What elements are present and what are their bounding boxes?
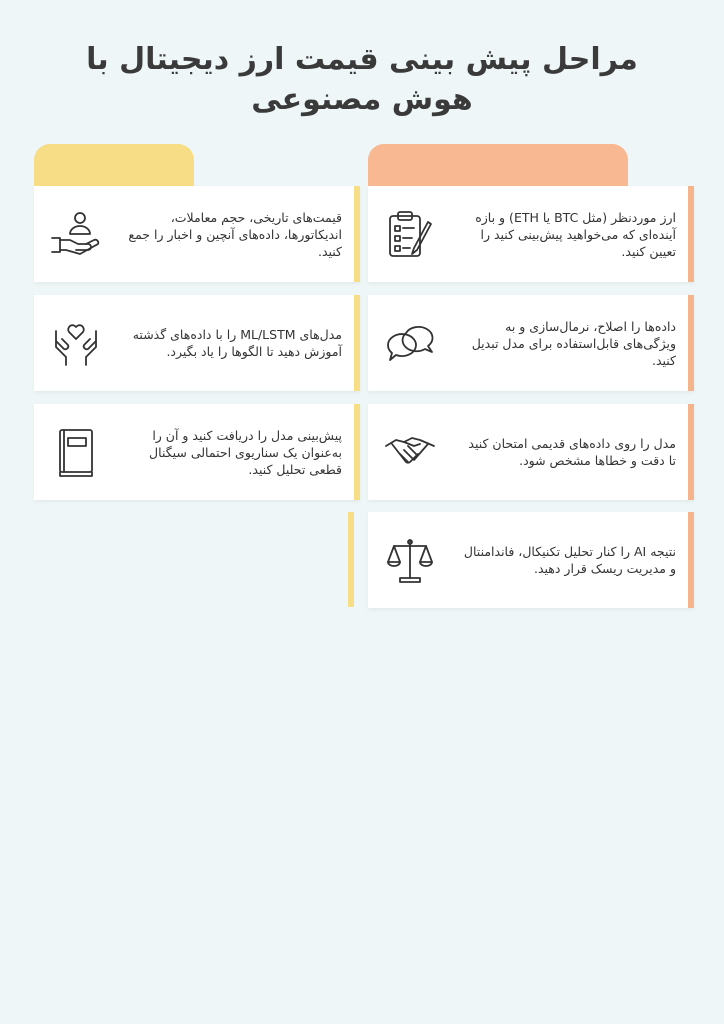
step-text: داده‌ها را اصلاح، نرمال‌سازی و به ویژگی‌های قابل‌استفاده برای مدل تبدیل کنید. <box>471 318 676 368</box>
step-text: نتیجه AI را کنار تحلیل تکنیکال، فاندامنتال و مدیریت ریسک قرار دهید. <box>463 544 676 576</box>
book-icon <box>48 422 104 482</box>
clipboard-checklist-icon <box>382 204 438 264</box>
step-card-right-4 <box>368 512 694 608</box>
hands-heart-icon <box>48 313 104 373</box>
step-text: مدل‌های ML/LSTM را با داده‌های گذشته آموزش دهید تا الگوها را یاد بگیرد. <box>132 327 342 359</box>
step-card-right-1 <box>368 186 694 282</box>
step-card-left-1 <box>34 186 360 282</box>
handshake-icon <box>382 422 438 482</box>
step-text: پیش‌بینی مدل را دریافت کنید و آن را به‌عنوان یک سناریوی احتمالی سیگنال قطعی تحلیل کنید. <box>149 427 342 477</box>
chat-bubbles-icon <box>382 313 438 373</box>
scales-icon <box>382 530 438 590</box>
step-card-right-2 <box>368 295 694 391</box>
hand-person-icon <box>48 204 104 264</box>
step-card-left-2 <box>34 295 360 391</box>
step-text: مدل را روی داده‌های قدیمی امتحان کنید تا دقت و خطاها مشخص شود. <box>468 436 676 468</box>
left-column-header-tab <box>34 144 194 188</box>
left-column-accent-bar <box>348 512 354 607</box>
step-text: قیمت‌های تاریخی، حجم معاملات، اندیکاتورها، داده‌های آنچین و اخبار را جمع کنید. <box>128 209 342 259</box>
page-title-line1: مراحل پیش بینی قیمت ارز دیجیتال با <box>86 42 638 77</box>
page-title <box>0 40 724 120</box>
step-text: ارز موردنظر (مثل BTC یا ETH) و بازه آینده‌ای که می‌خواهید پیش‌بینی کنید را تعیین کنید. <box>475 209 676 259</box>
step-card-right-3 <box>368 404 694 500</box>
step-card-left-3 <box>34 404 360 500</box>
page-title-line2: هوش مصنوعی <box>251 82 473 117</box>
right-column-header-tab <box>368 144 628 188</box>
